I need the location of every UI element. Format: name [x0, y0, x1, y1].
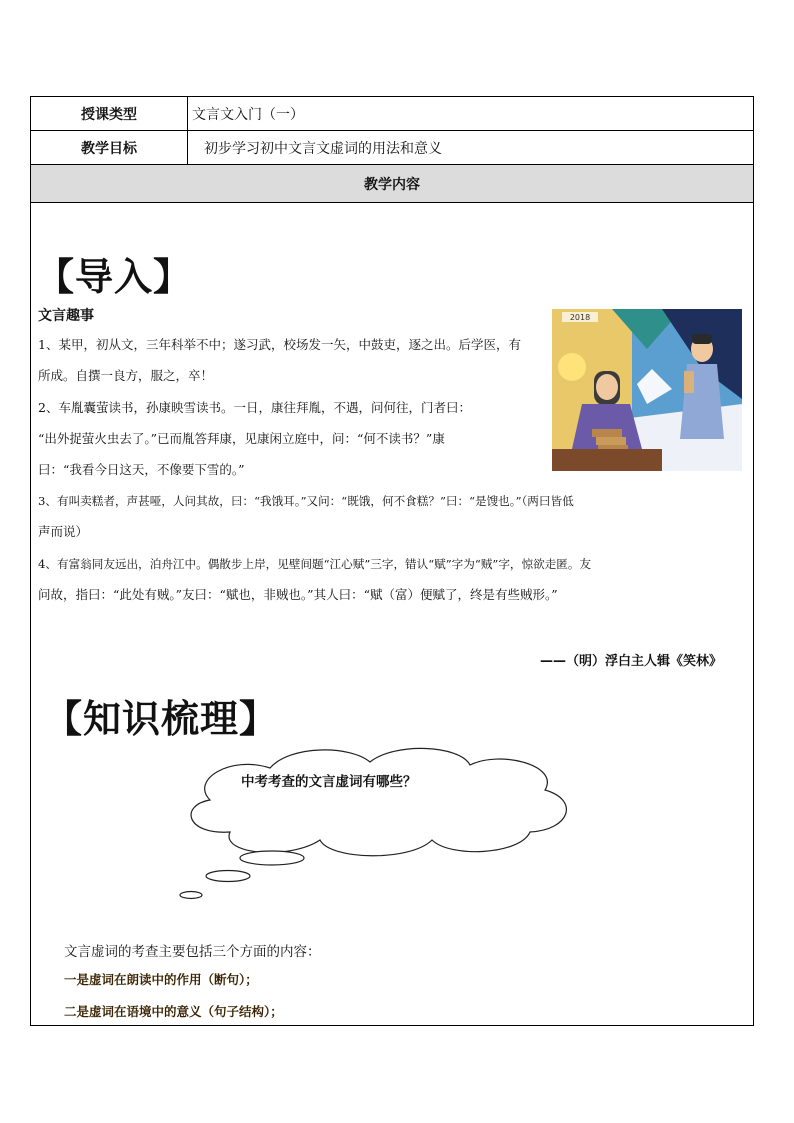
knowledge-point: 一是虚词在朗读中的作用（断句）；	[64, 972, 258, 987]
intro-heading: 【导入】	[36, 255, 193, 299]
story-line: 3、有叫卖糕者，声甚哑，人问其故，曰：“我饿耳。”又问：“既饿，何不食糕？”曰：“是馊也。”（两曰皆低	[38, 494, 574, 508]
row-teaching-goal	[31, 131, 753, 165]
row-teaching-content	[31, 165, 753, 203]
lesson-type-value: 文言文入门（一）	[192, 106, 304, 123]
story-illustration	[552, 309, 742, 471]
knowledge-point: 二是虚词在语境中的意义（句子结构）；	[64, 1004, 283, 1019]
intro-subtitle: 文言趣事	[38, 308, 94, 324]
row-lesson-type	[31, 97, 753, 131]
teaching-goal-value: 初步学习初中文言文虚词的用法和意义	[204, 140, 442, 157]
teaching-content-label: 教学内容	[364, 176, 420, 193]
lesson-type-label: 授课类型	[31, 97, 188, 130]
story-line: 1、某甲，初从文，三年科举不中；遂习武，校场发一矢，中鼓吏，逐之出。后学医，有	[38, 337, 521, 352]
bubble-question: 中考考查的文言虚词有哪些？	[241, 774, 417, 790]
story-line: 2、车胤囊萤读书，孙康映雪读书。一日，康往拜胤，不遇，问何往，门者曰：	[38, 400, 471, 415]
story-line: 4、有富翁同友远出，泊舟江中。偶散步上岸，见壁间题“江心赋”三字，错认“赋”字为“贼”字，惊欲走匿。友	[38, 557, 592, 571]
story-line: 声而说）	[38, 524, 89, 539]
story-line: 曰：“我看今日这天，不像要下雪的。”	[38, 462, 245, 477]
thought-cloud	[170, 740, 582, 900]
teaching-goal-label: 教学目标	[31, 131, 188, 164]
knowledge-heading: 【知识梳理】	[44, 697, 279, 741]
quote-source: ——（明）浮白主人辑《笑林》	[539, 654, 722, 669]
image-watermark: 2018	[569, 313, 591, 322]
story-line: 所成。自撰一良方，服之，卒！	[38, 368, 214, 383]
story-line: 问故，指曰：“此处有贼。”友曰：“赋也，非贼也。”其人曰：“赋（富）便赋了，终是有些贼形。”	[38, 587, 558, 602]
knowledge-intro: 文言虚词的考查主要包括三个方面的内容：	[64, 944, 321, 960]
story-line: “出外捉萤火虫去了。”已而胤答拜康，见康闲立庭中，问：“何不读书？”康	[38, 431, 445, 446]
